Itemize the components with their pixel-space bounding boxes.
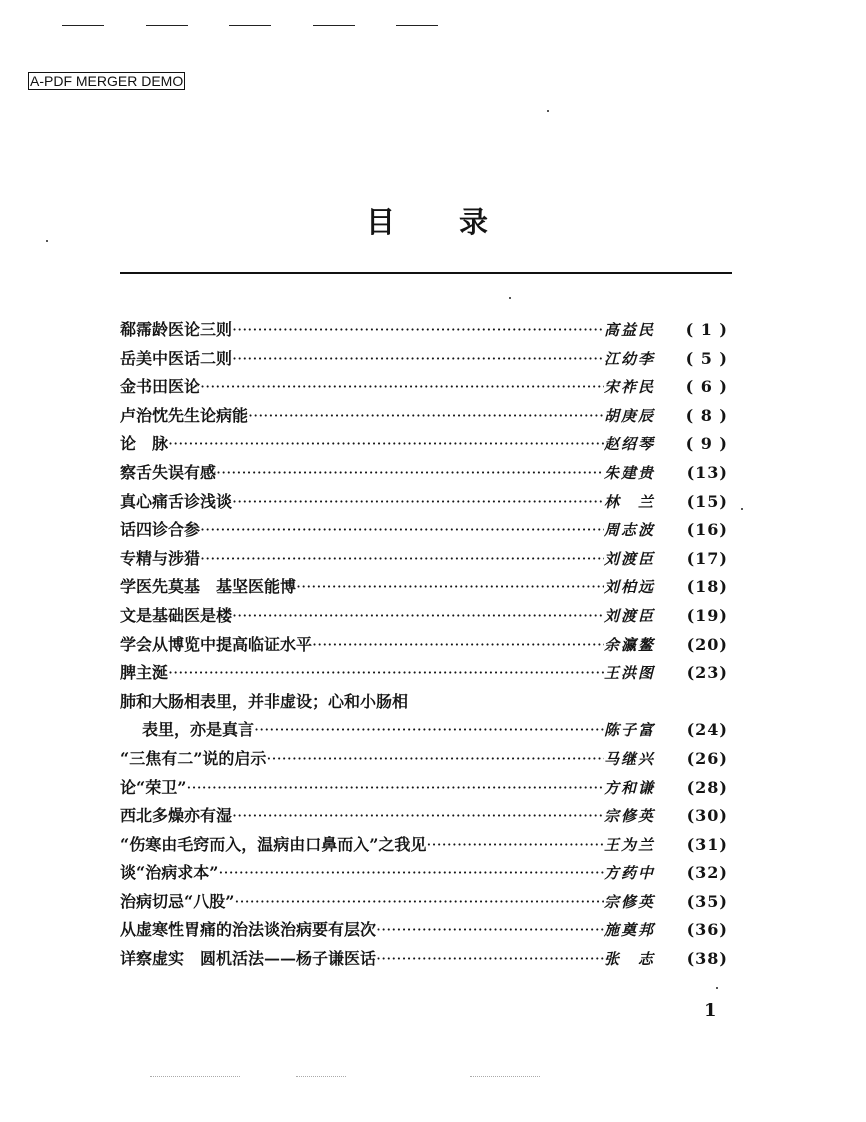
toc-entry-page: (16): [686, 520, 728, 540]
toc-entry-title: 谈“治病求本”: [120, 863, 219, 883]
toc-entry: [120, 602, 728, 631]
toc-entry-page: (24): [686, 720, 728, 740]
toc-entry-title: 论 脉: [120, 434, 169, 454]
header-rule-5: [396, 25, 438, 26]
toc-leader-dots: [232, 345, 604, 374]
scan-smudge: [470, 1076, 540, 1077]
toc-entry-author: 赵绍琴: [604, 435, 656, 454]
toc-entry-title: 肺和大肠相表里，并非虚设；心和小肠相: [120, 691, 409, 711]
toc-entry-author: 胡庚辰: [604, 406, 656, 425]
toc-entry-author: 江幼李: [604, 349, 656, 368]
scan-speck: [509, 297, 511, 299]
toc-leader-dots: [376, 945, 604, 974]
toc-entry-title: 真心痛舌诊浅谈: [120, 491, 233, 511]
toc-entry-page: (36): [686, 920, 728, 940]
toc-entry: [120, 888, 728, 917]
toc-leader-dots: [266, 745, 604, 774]
toc-entry-page: (20): [686, 634, 728, 654]
toc-entry-title: “伤寒由毛窍而入，温病由口鼻而入”之我见: [120, 834, 427, 854]
toc-leader-dots: [296, 573, 604, 602]
toc-entry-author: 方和谦: [604, 778, 656, 797]
toc-entry-page: (15): [686, 491, 728, 511]
toc-entry: [120, 345, 728, 374]
toc-entry-author: 王为兰: [604, 835, 656, 854]
toc-entry-author: 施奠邦: [604, 921, 656, 940]
toc-entry-page: (35): [686, 891, 728, 911]
toc-entry-title: 文是基础医是楼: [120, 605, 233, 625]
toc-entry: [120, 488, 728, 517]
toc-leader-dots: [248, 402, 604, 431]
table-of-contents: [120, 316, 728, 974]
toc-entry-author: 方药中: [604, 864, 656, 883]
toc-entry-page: (19): [686, 605, 728, 625]
toc-leader-dots: [216, 459, 604, 488]
toc-leader-dots: [200, 373, 604, 402]
scan-smudge: [150, 1076, 240, 1077]
toc-entry-author: 周志波: [604, 521, 656, 540]
toc-entry-author: 马继兴: [604, 749, 656, 768]
title-char-1: 目: [366, 205, 398, 239]
toc-entry: [120, 716, 728, 745]
toc-entry-page: (18): [686, 577, 728, 597]
header-rule-4: [313, 25, 355, 26]
toc-leader-dots: [232, 316, 604, 345]
toc-entry-page: (30): [686, 806, 728, 826]
toc-entry-author: 刘渡臣: [604, 549, 656, 568]
toc-entry-author: 宗修英: [604, 807, 656, 826]
toc-entry-page: (32): [686, 863, 728, 883]
toc-entry-title: 脾主涎: [120, 663, 169, 683]
toc-leader-dots: [186, 774, 604, 803]
toc-entry: [120, 659, 728, 688]
toc-entry: [120, 459, 728, 488]
toc-leader-dots: [218, 859, 604, 888]
toc-entry-title: 西北多燥亦有湿: [120, 806, 233, 826]
toc-entry: [120, 688, 728, 717]
toc-entry: [120, 430, 728, 459]
watermark-label: A-PDF MERGER DEMO: [30, 73, 184, 89]
toc-entry-page: ( 8 ): [685, 405, 728, 425]
toc-leader-dots: [232, 602, 604, 631]
toc-entry-page: ( 9 ): [685, 434, 728, 454]
header-rule-2: [146, 25, 188, 26]
toc-leader-dots: [232, 802, 604, 831]
toc-leader-dots: [312, 631, 604, 660]
toc-entry-author: 王洪图: [604, 664, 656, 683]
toc-entry-title: 论“荣卫”: [120, 777, 187, 797]
toc-entry-title: 察舌失误有感: [120, 462, 217, 482]
header-rule-3: [229, 25, 271, 26]
scan-speck: [547, 110, 549, 112]
toc-entry-page: ( 6 ): [685, 377, 728, 397]
toc-entry-author: 陈子富: [604, 721, 656, 740]
toc-entry-author: 朱建贵: [604, 463, 656, 482]
toc-leader-dots: [232, 488, 604, 517]
toc-leader-dots: [200, 545, 604, 574]
toc-entry: [120, 573, 728, 602]
toc-entry-title: 表里，亦是真言: [142, 720, 255, 740]
scan-smudge: [296, 1076, 346, 1077]
toc-entry: [120, 402, 728, 431]
toc-leader-dots: [376, 916, 604, 945]
scan-speck: [741, 508, 743, 510]
page-title: [366, 200, 490, 241]
toc-entry-title: 详察虚实 圆机活法——杨子谦医话: [120, 949, 377, 969]
toc-entry-author: 刘柏远: [604, 578, 656, 597]
toc-entry-page: (31): [686, 834, 728, 854]
toc-leader-dots: [168, 659, 604, 688]
toc-entry: [120, 859, 728, 888]
header-rule-1: [62, 25, 104, 26]
title-divider: [120, 272, 732, 274]
title-char-2: 录: [459, 205, 491, 239]
scan-speck: [46, 240, 48, 242]
toc-entry: [120, 373, 728, 402]
toc-entry-title: 岳美中医话二则: [120, 348, 233, 368]
toc-entry-author: 宋祚民: [604, 378, 656, 397]
toc-entry-page: ( 5 ): [685, 348, 728, 368]
toc-entry-title: 专精与涉猎: [120, 548, 201, 568]
toc-entry: [120, 802, 728, 831]
toc-entry-author: 林 兰: [604, 492, 656, 511]
toc-entry-author: 宗修英: [604, 892, 656, 911]
toc-entry: [120, 945, 728, 974]
toc-entry-author: 余瀛鳌: [604, 635, 656, 654]
toc-entry-title: 学医先莫基 基坚医能博: [120, 577, 297, 597]
toc-entry-page: (17): [686, 548, 728, 568]
toc-entry: [120, 316, 728, 345]
toc-entry: [120, 745, 728, 774]
toc-entry: [120, 516, 728, 545]
toc-entry: [120, 916, 728, 945]
toc-entry-title: 从虚寒性胃痛的治法谈治病要有层次: [120, 920, 377, 940]
toc-entry-page: (26): [686, 748, 728, 768]
toc-entry-page: (28): [686, 777, 728, 797]
toc-leader-dots: [234, 888, 604, 917]
toc-entry-title: 郗霈龄医论三则: [120, 320, 233, 339]
toc-entry: [120, 545, 728, 574]
scan-speck: [716, 987, 718, 989]
toc-entry-page: ( 1 ): [685, 320, 728, 339]
toc-entry-title: 学会从博览中提高临证水平: [120, 634, 313, 654]
toc-entry-title: 治病切忌“八股”: [120, 891, 235, 911]
toc-entry: [120, 631, 728, 660]
toc-entry-title: 卢治忱先生论病能: [120, 405, 249, 425]
toc-entry-page: (23): [686, 663, 728, 683]
toc-leader-dots: [200, 516, 604, 545]
toc-entry-page: (13): [686, 462, 728, 482]
toc-entry: [120, 831, 728, 860]
toc-entry-author: 高益民: [604, 321, 656, 339]
toc-leader-dots: [254, 716, 604, 745]
toc-leader-dots: [426, 831, 604, 860]
page-number: 1: [704, 1000, 717, 1021]
toc-entry: [120, 774, 728, 803]
toc-entry-title: 话四诊合参: [120, 520, 201, 540]
toc-leader-dots: [168, 430, 604, 459]
toc-entry-page: (38): [686, 949, 728, 969]
toc-entry-title: 金书田医论: [120, 377, 201, 397]
toc-entry-title: “三焦有二”说的启示: [120, 748, 267, 768]
toc-entry-author: 张 志: [604, 950, 656, 969]
toc-entry-author: 刘渡臣: [604, 606, 656, 625]
